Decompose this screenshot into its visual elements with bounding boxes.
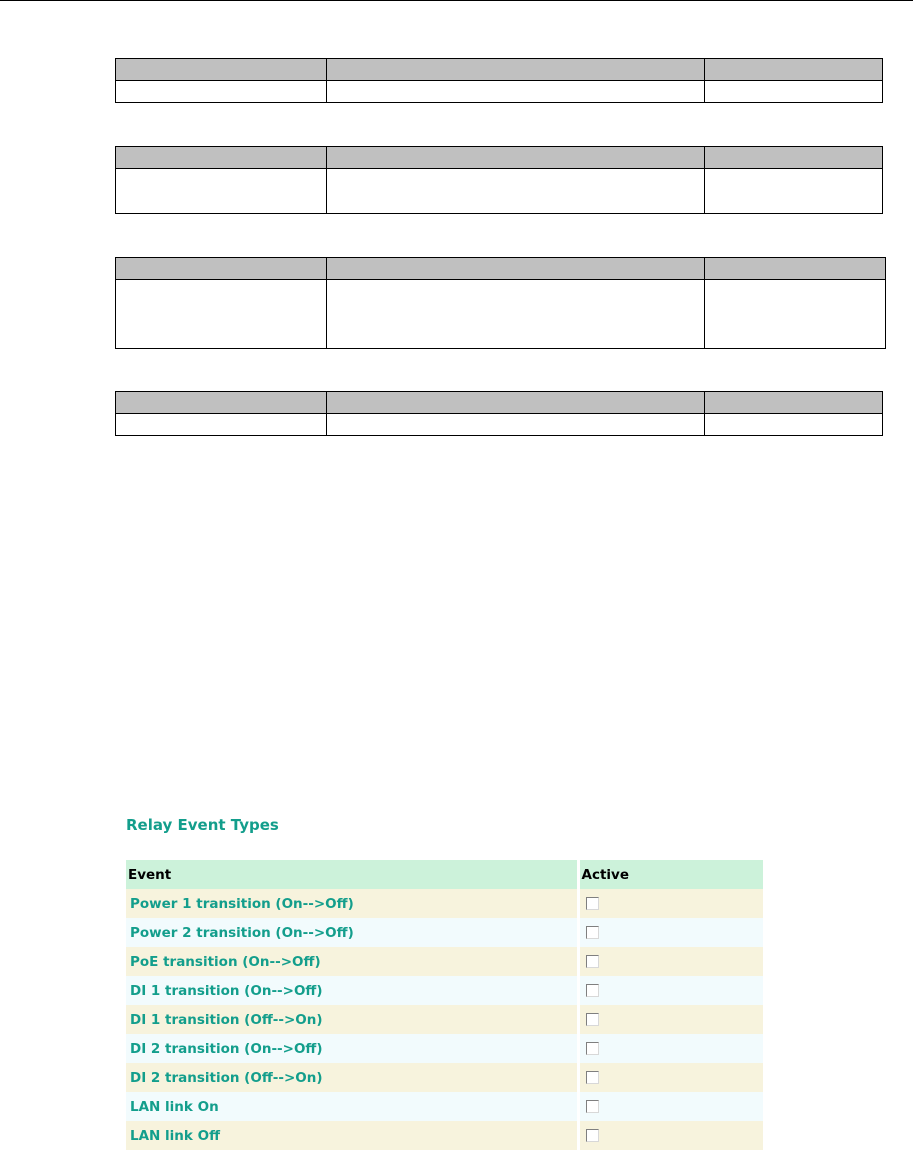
active-cell (578, 1063, 763, 1092)
active-checkbox[interactable] (586, 984, 599, 997)
relay-event-row (126, 918, 763, 947)
event-label: DI 2 transition (Off-->On) (126, 1063, 578, 1092)
event-label: PoE transition (On-->Off) (126, 947, 578, 976)
event-label: Power 2 transition (On-->Off) (126, 918, 578, 947)
parameter-table-header (116, 392, 883, 414)
event-label: DI 1 transition (Off-->On) (126, 1005, 578, 1034)
header-cell (327, 392, 705, 414)
body-cell (116, 81, 327, 103)
event-label: Power 1 transition (On-->Off) (126, 889, 578, 918)
parameter-table-row (116, 280, 886, 349)
body-cell (327, 280, 705, 349)
parameter-table-3 (115, 257, 886, 349)
active-checkbox[interactable] (586, 1071, 599, 1084)
event-label: DI 1 transition (On-->Off) (126, 976, 578, 1005)
body-cell (116, 169, 327, 214)
relay-event-row (126, 976, 763, 1005)
active-cell (578, 1092, 763, 1121)
body-cell (705, 169, 883, 214)
relay-event-table (126, 860, 763, 1150)
active-checkbox[interactable] (586, 1042, 599, 1055)
parameter-table-header (116, 258, 886, 280)
active-cell (578, 889, 763, 918)
relay-event-row (126, 1092, 763, 1121)
header-cell (327, 258, 705, 280)
header-cell (705, 258, 886, 280)
header-cell (116, 147, 327, 169)
header-cell (116, 59, 327, 81)
parameter-table-row (116, 81, 883, 103)
event-label: DI 2 transition (On-->Off) (126, 1034, 578, 1063)
active-checkbox[interactable] (586, 1013, 599, 1026)
parameter-table-4 (115, 391, 883, 436)
active-cell (578, 1121, 763, 1150)
active-cell (578, 976, 763, 1005)
relay-event-row (126, 947, 763, 976)
parameter-table-header (116, 147, 883, 169)
header-cell (705, 147, 883, 169)
header-cell (327, 147, 705, 169)
active-checkbox[interactable] (586, 1129, 599, 1142)
event-column-header: Event (126, 860, 578, 889)
active-cell (578, 918, 763, 947)
panel-title: Relay Event Types (126, 816, 279, 834)
body-cell (705, 81, 883, 103)
relay-event-row (126, 1005, 763, 1034)
parameter-table-2 (115, 146, 883, 214)
body-cell (327, 81, 705, 103)
active-cell (578, 947, 763, 976)
active-cell (578, 1005, 763, 1034)
header-cell (705, 392, 883, 414)
active-checkbox[interactable] (586, 955, 599, 968)
parameter-table-row (116, 169, 883, 214)
event-label: LAN link On (126, 1092, 578, 1121)
parameter-table-header (116, 59, 883, 81)
body-cell (705, 414, 883, 436)
header-cell (116, 258, 327, 280)
active-column-header: Active (578, 860, 763, 889)
active-checkbox[interactable] (586, 1100, 599, 1113)
header-cell (705, 59, 883, 81)
relay-event-row (126, 1063, 763, 1092)
active-checkbox[interactable] (586, 926, 599, 939)
body-cell (116, 280, 327, 349)
body-cell (705, 280, 886, 349)
event-label: LAN link Off (126, 1121, 578, 1150)
relay-event-row (126, 1121, 763, 1150)
active-cell (578, 1034, 763, 1063)
body-cell (327, 169, 705, 214)
parameter-table-1 (115, 58, 883, 103)
body-cell (327, 414, 705, 436)
relay-event-row (126, 889, 763, 918)
relay-event-header-row (126, 860, 763, 889)
header-cell (116, 392, 327, 414)
parameter-table-row (116, 414, 883, 436)
relay-event-row (126, 1034, 763, 1063)
header-cell (327, 59, 705, 81)
page-header-rule (0, 0, 913, 1)
active-checkbox[interactable] (586, 897, 599, 910)
body-cell (116, 414, 327, 436)
